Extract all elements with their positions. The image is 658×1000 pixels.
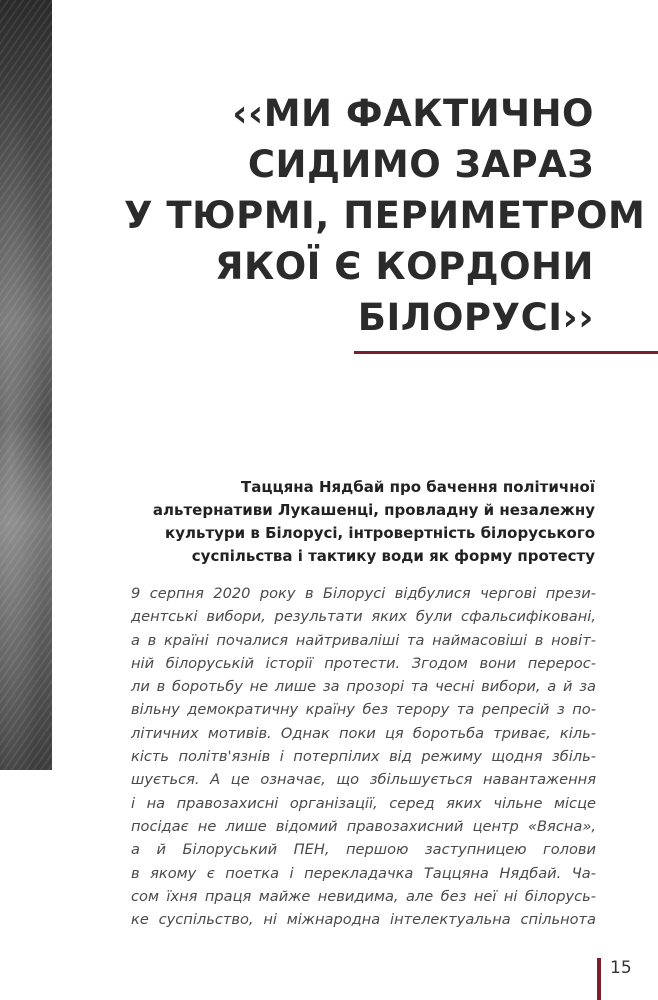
body-line: вільну демократичну країну без терору та репресій з по- [131,701,596,719]
body-line: кість політв'язнів і потерпілих від режиму щодня збіль- [131,748,596,766]
page-title [124,88,646,343]
body-line: і на правозахисні організації, серед яких чільне місце [131,794,596,812]
lead-paragraph [125,476,595,568]
intro-paragraph [131,582,596,931]
page-number: 15 [610,958,632,978]
title-line: БІЛОРУСІ›› [357,296,594,339]
body-line: ке суспільство, ні міжнародна інтелектуальна спільнота [131,911,596,929]
page-number-bar [597,958,601,1000]
title-line: СИДИМО ЗАРАЗ [247,143,594,186]
body-line: ли в боротьбу не лише за прозорі та чесні вибори, а й за [131,678,596,696]
body-line: ній білоруській історії протести. Згодом вони перерос- [131,654,596,672]
body-line: 9 серпня 2020 року в Білорусі відбулися чергові прези- [131,585,596,602]
body-line: в якому є поетка і перекладачка Таццяна Нядбай. Ча- [131,864,596,882]
title-line: ЯКОЇ Є КОРДОНИ [214,245,594,288]
title-line: У ТЮРМІ, ПЕРИМЕТРОМ [124,194,646,237]
body-line: а в країні почалися найтриваліші та наймасовіші в новіт- [131,631,596,649]
lead-line: культури в Білорусі, інтровертність білоруського [165,524,595,542]
body-line: а й Білоруський ПЕН, першою заступницею голови [131,841,596,859]
body-line: сом їхня праця майже невидима, але без неї ні білорусь- [131,887,596,905]
title-divider [354,351,658,354]
body-line: шується. А це означає, що збільшується навантаження [131,771,596,789]
portrait-photo-strip [0,0,52,770]
body-line: дентські вибори, результати яких були сфальсифіковані, [131,608,596,626]
body-line: посідає не лише відомий правозахисний центр «Вясна», [131,817,596,835]
lead-line: Таццяна Нядбай про бачення політичної [241,478,595,496]
lead-line: альтернативи Лукашенці, провладну й незалежну [152,501,595,519]
title-line: ‹‹МИ ФАКТИЧНО [232,92,594,135]
lead-line: суспільства і тактику води як форму протесту [191,547,595,565]
body-line: літичних мотивів. Однак поки ця боротьба триває, кіль- [131,724,596,742]
